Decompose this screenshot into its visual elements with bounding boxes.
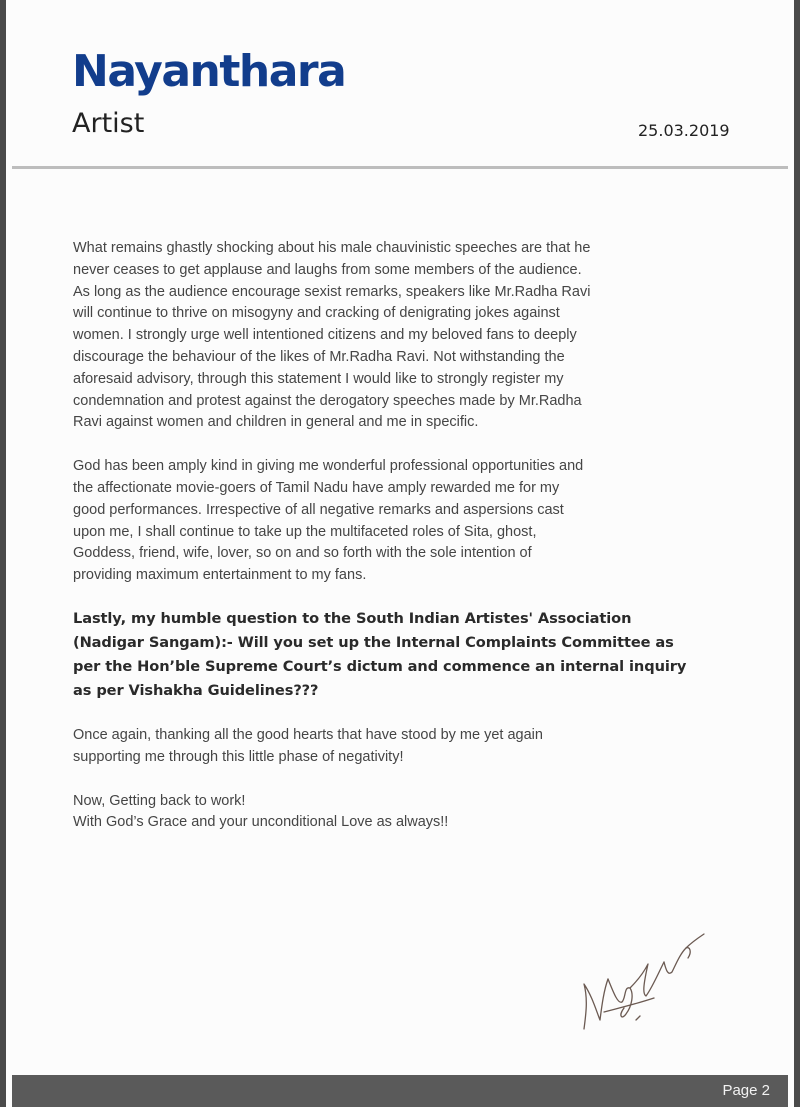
page-number: Page 2 xyxy=(722,1082,770,1099)
paragraph-line: aforesaid advisory, through this statement I would like to strongly register my xyxy=(73,370,564,387)
letter-date: 25.03.2019 xyxy=(638,121,730,140)
paragraph-line: Lastly, my humble question to the South Indian Artistes' Association xyxy=(73,609,632,627)
paragraph-line: supporting me through this little phase of negativity! xyxy=(73,748,404,765)
paragraph-line: What remains ghastly shocking about his male chauvinistic speeches are that he xyxy=(73,240,591,256)
paragraph-line: good performances. Irrespective of all negative remarks and aspersions cast xyxy=(73,501,564,518)
paragraph-line: condemnation and protest against the derogatory speeches made by Mr.Radha xyxy=(73,392,582,409)
paragraph-line: (Nadigar Sangam):- Will you set up the Internal Complaints Committee as xyxy=(73,633,674,651)
signature-image xyxy=(574,924,708,1036)
paragraph-line: women. I strongly urge well intentioned citizens and my beloved fans to deeply xyxy=(73,327,577,344)
paragraph-criticism xyxy=(73,238,745,434)
paragraph-closing xyxy=(73,791,745,835)
paragraph-line: the affectionate movie-goers of Tamil Nadu have amply rewarded me for my xyxy=(73,479,560,496)
paragraph-line: providing maximum entertainment to my fans. xyxy=(73,567,367,584)
paragraph-question xyxy=(73,607,745,703)
paragraph-line: never ceases to get applause and laughs from some members of the audience. xyxy=(73,261,582,278)
paragraph-line: upon me, I shall continue to take up the multifaceted roles of Sita, ghost, xyxy=(73,523,537,540)
paragraph-line: per the Hon’ble Supreme Court’s dictum and commence an internal inquiry xyxy=(73,657,687,675)
footer-bar xyxy=(12,1075,788,1107)
paragraph-line: Goddess, friend, wife, lover, so on and so forth with the sole intention of xyxy=(73,545,532,562)
paragraph-line: Ravi against women and children in general and me in specific. xyxy=(73,414,479,431)
paragraph-line: Once again, thanking all the good hearts that have stood by me yet again xyxy=(73,726,543,743)
paragraph-line: will continue to thrive on misogyny and cracking of denigrating jokes against xyxy=(73,305,560,322)
letterhead-role: Artist xyxy=(72,108,145,139)
paragraph-line: discourage the behaviour of the likes of Mr.Radha Ravi. Not withstanding the xyxy=(73,348,565,365)
letter-body xyxy=(73,238,745,834)
paragraph-gratitude xyxy=(73,456,745,587)
paragraph-line: Now, Getting back to work! xyxy=(73,792,246,809)
header-divider xyxy=(12,166,788,169)
paragraph-line: God has been amply kind in giving me wonderful professional opportunities and xyxy=(73,458,584,475)
paragraph-line: As long as the audience encourage sexist remarks, speakers like Mr.Radha Ravi xyxy=(73,283,591,300)
paragraph-line: as per Vishakha Guidelines??? xyxy=(73,681,319,699)
letterhead-name: Nayanthara xyxy=(72,46,346,97)
paragraph-thanks xyxy=(73,725,745,769)
paragraph-line: With God’s Grace and your unconditional Love as always!! xyxy=(73,814,449,831)
